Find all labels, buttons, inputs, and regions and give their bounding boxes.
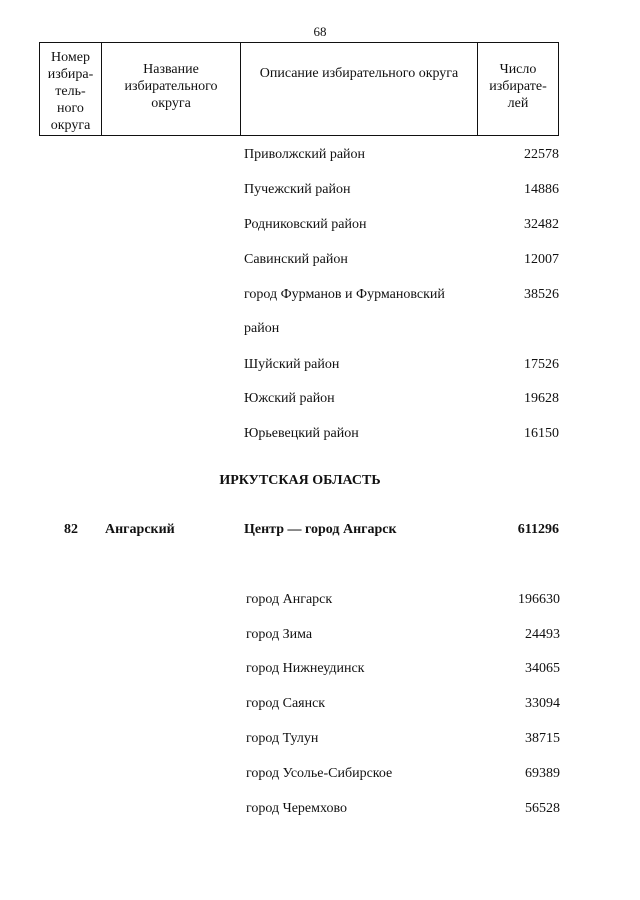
district-number: 82 [64, 522, 78, 537]
header-district-number: Номер избира- тель- ного округа [40, 43, 102, 135]
table-row-description: Савинский район [244, 252, 348, 267]
district-total-voters: 611296 [517, 522, 559, 537]
header-voter-count: Число избирате- лей [489, 62, 547, 111]
table-row-description: Родниковский район [244, 217, 367, 232]
table-row-description-continued: район [244, 321, 280, 336]
table-row-description: Пучежский район [244, 182, 351, 197]
table-row-description: город Усолье-Сибирское [246, 766, 393, 781]
table-row-description: город Черемхово [246, 801, 347, 816]
district-center: Центр — город Ангарск [244, 522, 397, 537]
table-row-description: Южский район [244, 391, 335, 406]
table-row-voters: 56528 [525, 801, 560, 816]
table-row-voters: 69389 [525, 766, 560, 781]
table-row-voters: 17526 [524, 357, 559, 372]
table-row-description: город Ангарск [246, 592, 333, 607]
header-district-name: Название избирательного округа [102, 43, 241, 135]
table-row-description: город Тулун [246, 731, 319, 746]
page-number: 68 [313, 24, 327, 39]
table-row-voters: 22578 [524, 147, 559, 162]
table-row-voters: 14886 [524, 182, 559, 197]
table-row-voters: 34065 [525, 661, 560, 676]
table-row-voters: 196630 [518, 592, 560, 607]
table-row-voters: 24493 [525, 627, 560, 642]
table-row-voters: 38715 [525, 731, 560, 746]
district-name: Ангарский [105, 522, 175, 537]
table-row-voters: 12007 [524, 252, 559, 267]
table-row-voters: 33094 [525, 696, 560, 711]
table-row-description: Юрьевецкий район [244, 426, 359, 441]
table-header [39, 42, 559, 136]
table-row-voters: 19628 [524, 391, 559, 406]
table-row-description: город Зима [246, 627, 313, 642]
table-row-description: город Фурманов и Фурмановский [244, 287, 445, 302]
table-row-voters: 16150 [524, 426, 559, 441]
table-row-description: Приволжский район [244, 147, 366, 162]
header-district-description: Описание избирательного округа [241, 43, 478, 135]
region-heading: ИРКУТСКАЯ ОБЛАСТЬ [219, 473, 381, 488]
table-row-voters: 32482 [524, 217, 559, 232]
table-row-description: Шуйский район [244, 357, 340, 372]
table-row-description: город Нижнеудинск [246, 661, 365, 676]
table-row-description: город Саянск [246, 696, 326, 711]
table-row-voters: 38526 [524, 287, 559, 302]
